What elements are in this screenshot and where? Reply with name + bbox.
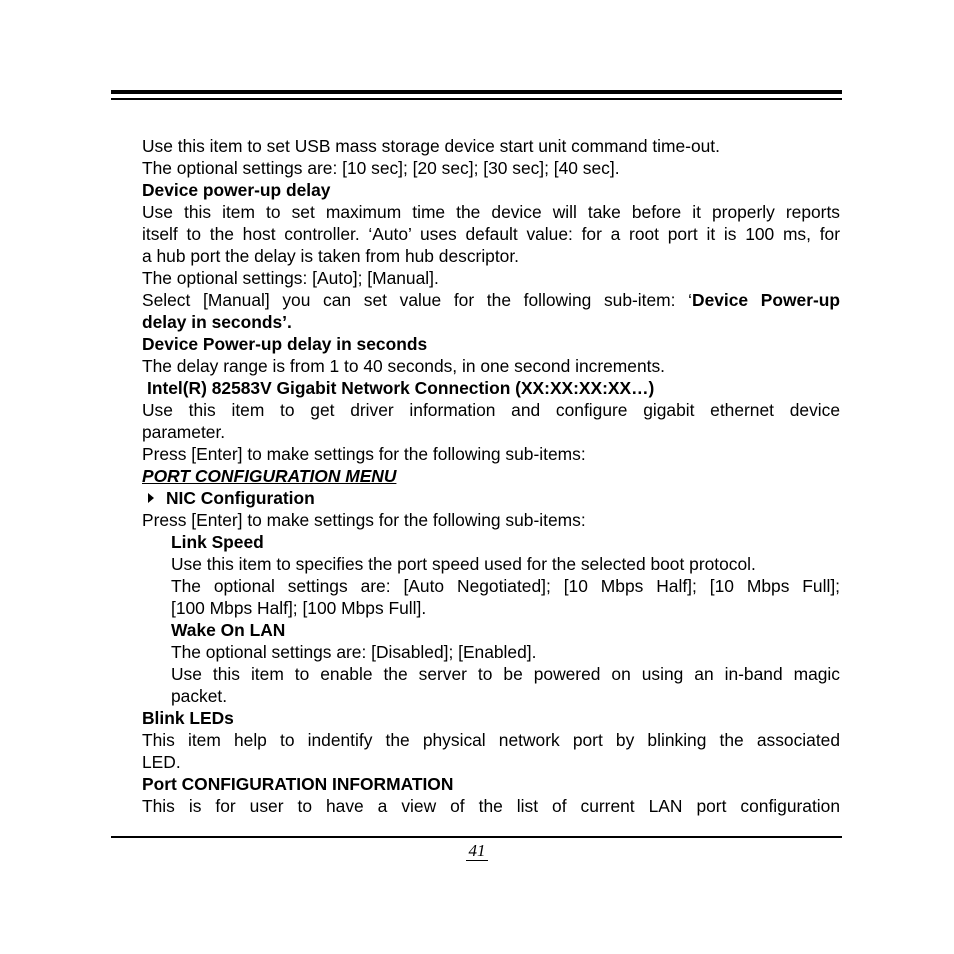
menu-heading-port-configuration: PORT CONFIGURATION MENU: [142, 466, 397, 486]
text-line: [100 Mbps Half]; [100 Mbps Full].: [171, 598, 427, 618]
text-line: Use this item to set USB mass storage device start unit command time-out.: [142, 136, 720, 156]
heading-intel-network-connection: [142, 377, 840, 399]
text-line: This item help to indentify the physical network port by blinking the associated: [142, 730, 840, 750]
text-line: The optional settings are: [Disabled]; [Enabled].: [171, 642, 537, 662]
text-line: The optional settings are: [Auto Negotiated]; [10 Mbps Half]; [10 Mbps Full];: [171, 576, 840, 596]
text-line: The optional settings are: [10 sec]; [20 sec]; [30 sec]; [40 sec].: [142, 158, 620, 178]
text-line-mixed: [142, 289, 840, 311]
header-rule-thick: [111, 90, 842, 94]
text-line: Press [Enter] to make settings for the following sub-items:: [142, 510, 586, 530]
text-line: The optional settings: [Auto]; [Manual].: [142, 268, 439, 288]
heading-port-configuration-information: Port CONFIGURATION INFORMATION: [142, 774, 454, 794]
text-line: This is for user to have a view of the list of current LAN port configuration: [142, 796, 840, 816]
page-number: 41: [466, 842, 488, 861]
triangle-right-icon: [148, 493, 154, 503]
text-line: Use this item to specifies the port speed used for the selected boot protocol.: [171, 554, 756, 574]
manual-body: [142, 135, 840, 833]
text-line-bold: delay in seconds’.: [142, 312, 292, 332]
text-line: parameter.: [142, 422, 226, 442]
heading-wake-on-lan: Wake On LAN: [171, 620, 286, 640]
text-line: a hub port the delay is taken from hub descriptor.: [142, 246, 520, 266]
text-line: Use this item to get driver information and configure gigabit ethernet device: [142, 400, 840, 420]
text-line: Use this item to enable the server to be powered on using an in-band magic: [171, 664, 840, 684]
heading-text: NIC Configuration: [166, 488, 315, 508]
heading-device-power-up-delay: Device power-up delay: [142, 180, 331, 200]
footer-rule: [111, 836, 842, 838]
heading-link-speed: Link Speed: [171, 532, 264, 552]
text-line: packet.: [171, 686, 228, 706]
text-segment: Select [Manual] you can set value for the following sub-item: ‘: [142, 290, 693, 310]
text-line: The delay range is from 1 to 40 seconds, in one second increments.: [142, 356, 665, 376]
heading-device-power-up-delay-seconds: Device Power-up delay in seconds: [142, 334, 428, 354]
heading-text: Intel(R) 82583V Gigabit Network Connection (XX:XX:XX:XX…): [147, 378, 655, 398]
text-line: LED.: [142, 752, 181, 772]
inline-bold-term: Device Power-up: [692, 290, 840, 310]
text-line: Press [Enter] to make settings for the following sub-items:: [142, 444, 586, 464]
heading-blink-leds: Blink LEDs: [142, 708, 234, 728]
text-line: itself to the host controller. ‘Auto’ uses default value: for a root port it is 100 ms, for: [142, 224, 840, 244]
heading-nic-configuration: [142, 487, 840, 509]
header-rule-thin: [111, 98, 842, 100]
text-line: Use this item to set maximum time the device will take before it properly reports: [142, 202, 840, 222]
